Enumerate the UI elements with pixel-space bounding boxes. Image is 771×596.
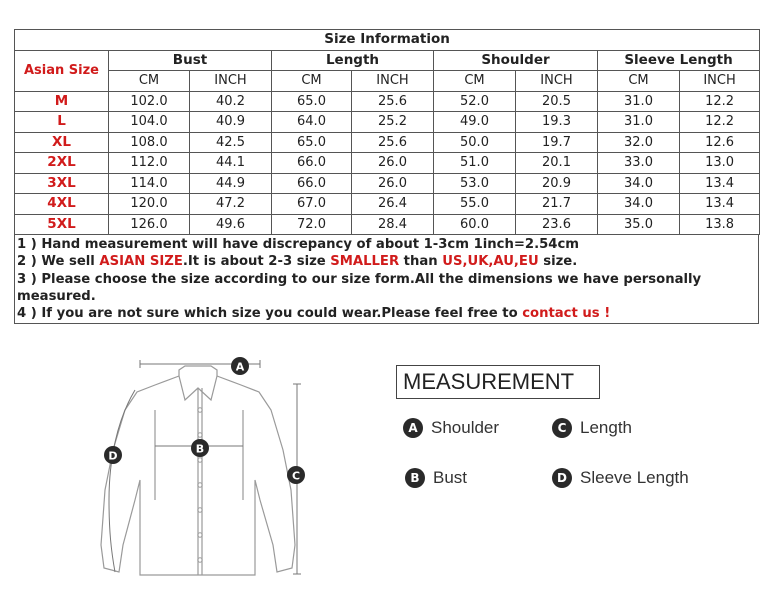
size-label: 4XL [15, 194, 109, 215]
bust-header: Bust [109, 50, 272, 71]
size-label: 5XL [15, 214, 109, 235]
table-cell: 120.0 [109, 194, 190, 215]
table-row [15, 91, 760, 112]
table-cell: 50.0 [434, 132, 516, 153]
table-cell: 126.0 [109, 214, 190, 235]
marker-c [287, 466, 305, 484]
table-row [15, 194, 760, 215]
table-cell: 60.0 [434, 214, 516, 235]
note-2-text: .It is about 2-3 size [182, 254, 331, 270]
table-cell: 13.4 [680, 194, 760, 215]
table-cell: 25.6 [352, 132, 434, 153]
svg-text:D: D [108, 449, 118, 463]
table-cell: 104.0 [109, 112, 190, 133]
table-cell: 64.0 [272, 112, 352, 133]
table-cell: 53.0 [434, 173, 516, 194]
svg-text:C: C [291, 469, 301, 483]
table-cell: 65.0 [272, 132, 352, 153]
table-cell: 102.0 [109, 91, 190, 112]
unit-header: CM [434, 71, 516, 92]
table-cell: 44.9 [190, 173, 272, 194]
shirt-diagram [95, 340, 315, 590]
note-2-highlight: US,UK,AU,EU [442, 254, 539, 270]
table-cell: 12.2 [680, 91, 760, 112]
table-cell: 42.5 [190, 132, 272, 153]
table-cell: 20.9 [516, 173, 598, 194]
note-2-highlight: SMALLER [330, 254, 400, 270]
legend-label: Bust [433, 468, 468, 487]
table-cell: 28.4 [352, 214, 434, 235]
table-cell: 13.8 [680, 214, 760, 235]
note-4-text: 4 ) If you are not sure which size you could wear.Please feel free to [17, 306, 523, 322]
size-rows [15, 91, 760, 235]
table-cell: 66.0 [272, 153, 352, 174]
table-cell: 66.0 [272, 173, 352, 194]
size-label: 2XL [15, 153, 109, 174]
note-2-text: than [399, 254, 443, 270]
marker-b [191, 439, 209, 457]
svg-text:B: B [195, 442, 205, 456]
table-cell: 20.5 [516, 91, 598, 112]
size-label: M [15, 91, 109, 112]
note-3: 3 ) Please choose the size according to our size form.All the dimensions we have personally measured. [17, 271, 702, 304]
note-2-highlight: ASIAN SIZE [99, 254, 183, 270]
unit-header: INCH [352, 71, 434, 92]
note-2-text: size. [538, 254, 578, 270]
table-cell: 13.4 [680, 173, 760, 194]
table-cell: 23.6 [516, 214, 598, 235]
notes [14, 235, 759, 324]
unit-header: CM [598, 71, 680, 92]
table-cell: 26.0 [352, 153, 434, 174]
table-cell: 26.4 [352, 194, 434, 215]
table-cell: 19.3 [516, 112, 598, 133]
table-cell: 21.7 [516, 194, 598, 215]
sleeve-length-header: Sleeve Length [598, 50, 760, 71]
marker-c-icon: C [552, 418, 572, 438]
table-cell: 49.0 [434, 112, 516, 133]
table-cell: 65.0 [272, 91, 352, 112]
size-label: XL [15, 132, 109, 153]
measurement-title: MEASUREMENT [396, 365, 600, 399]
legend-item-length [552, 418, 632, 438]
size-label: 3XL [15, 173, 109, 194]
table-cell: 52.0 [434, 91, 516, 112]
table-cell: 47.2 [190, 194, 272, 215]
table-cell: 19.7 [516, 132, 598, 153]
marker-a-icon: A [403, 418, 423, 438]
asian-size-header: Asian Size [15, 50, 109, 91]
note-2 [17, 253, 758, 270]
table-cell: 40.2 [190, 91, 272, 112]
table-cell: 32.0 [598, 132, 680, 153]
table-cell: 72.0 [272, 214, 352, 235]
contact-us-link[interactable]: contact us ! [522, 306, 611, 322]
table-cell: 34.0 [598, 173, 680, 194]
table-cell: 25.2 [352, 112, 434, 133]
table-cell: 51.0 [434, 153, 516, 174]
svg-text:A: A [235, 360, 245, 374]
unit-header: CM [272, 71, 352, 92]
marker-a [231, 357, 249, 375]
table-row [15, 132, 760, 153]
table-row [15, 153, 760, 174]
table-cell: 33.0 [598, 153, 680, 174]
size-table [14, 29, 760, 235]
unit-header: INCH [680, 71, 760, 92]
table-cell: 35.0 [598, 214, 680, 235]
table-cell: 40.9 [190, 112, 272, 133]
table-cell: 49.6 [190, 214, 272, 235]
legend-label: Sleeve Length [580, 468, 689, 487]
table-cell: 67.0 [272, 194, 352, 215]
table-cell: 108.0 [109, 132, 190, 153]
table-row [15, 214, 760, 235]
table-cell: 25.6 [352, 91, 434, 112]
shirt-outline [101, 366, 295, 575]
legend-label: Shoulder [431, 418, 500, 437]
table-cell: 12.6 [680, 132, 760, 153]
table-cell: 112.0 [109, 153, 190, 174]
table-cell: 55.0 [434, 194, 516, 215]
table-cell: 31.0 [598, 91, 680, 112]
legend-label: Length [580, 418, 632, 437]
table-row [15, 173, 760, 194]
table-cell: 31.0 [598, 112, 680, 133]
table-cell: 20.1 [516, 153, 598, 174]
note-1: 1 ) Hand measurement will have discrepancy of about 1-3cm 1inch=2.54cm [17, 237, 580, 252]
unit-header: INCH [516, 71, 598, 92]
unit-row [15, 71, 760, 92]
legend-item-shoulder [403, 418, 499, 438]
table-cell: 26.0 [352, 173, 434, 194]
size-label: L [15, 112, 109, 133]
note-2-text: 2 ) We sell [17, 254, 100, 270]
unit-header: INCH [190, 71, 272, 92]
unit-header: CM [109, 71, 190, 92]
table-cell: 114.0 [109, 173, 190, 194]
table-cell: 13.0 [680, 153, 760, 174]
table-cell: 34.0 [598, 194, 680, 215]
table-row [15, 112, 760, 133]
size-chart [14, 29, 759, 324]
marker-d [104, 446, 122, 464]
legend-item-sleeve-length [552, 468, 689, 488]
length-header: Length [272, 50, 434, 71]
table-cell: 12.2 [680, 112, 760, 133]
shoulder-header: Shoulder [434, 50, 598, 71]
table-cell: 44.1 [190, 153, 272, 174]
marker-d-icon: D [552, 468, 572, 488]
table-title: Size Information [15, 30, 760, 51]
legend-item-bust [405, 468, 467, 488]
note-4 [17, 305, 758, 322]
marker-b-icon: B [405, 468, 425, 488]
